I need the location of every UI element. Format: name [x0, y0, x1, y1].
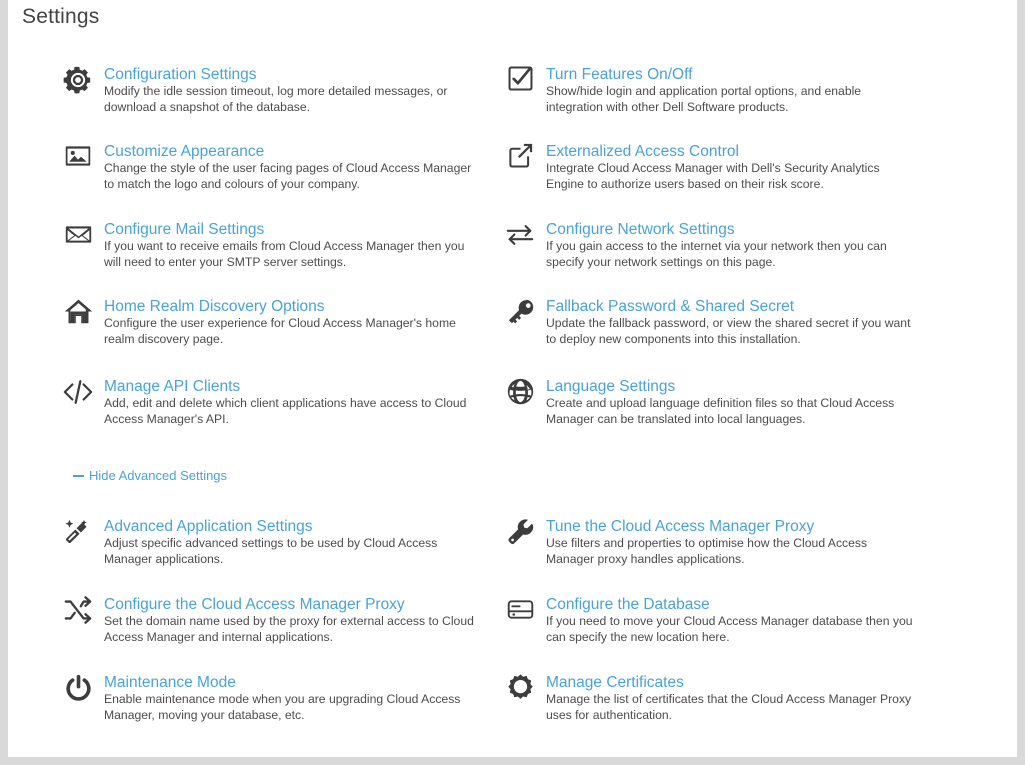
home-icon — [56, 297, 100, 341]
settings-item-link[interactable]: Maintenance Mode — [104, 674, 236, 691]
image-icon — [56, 142, 100, 186]
settings-item-link[interactable]: Tune the Cloud Access Manager Proxy — [546, 518, 815, 535]
settings-item-description: If you want to receive emails from Cloud Access Manager then you will need to enter your SMTP server settings. — [104, 239, 465, 269]
settings-item — [56, 65, 476, 115]
settings-item-link[interactable]: Configuration Settings — [104, 66, 257, 83]
settings-item-description: Change the style of the user facing pages of Cloud Access Manager to match the logo and colours of your company. — [104, 161, 472, 191]
settings-item-body — [546, 142, 918, 192]
magic-wand-icon — [56, 517, 100, 561]
settings-item — [56, 377, 476, 427]
settings-item-link[interactable]: Fallback Password & Shared Secret — [546, 298, 795, 315]
settings-item-description: Use filters and properties to optimise how the Cloud Access Manager proxy handles applications. — [546, 536, 868, 566]
settings-item — [56, 595, 476, 645]
settings-item-body — [104, 297, 476, 347]
settings-item-link[interactable]: Language Settings — [546, 378, 676, 395]
settings-item-body — [104, 65, 476, 115]
database-icon — [498, 595, 542, 639]
settings-item-description: Enable maintenance mode when you are upgrading Cloud Access Manager, moving your database, etc. — [104, 692, 461, 722]
settings-item-description: Update the fallback password, or view the shared secret if you want to deploy new components into this installation. — [546, 316, 911, 346]
gear-icon — [56, 65, 100, 109]
settings-item — [56, 673, 476, 723]
settings-item — [498, 377, 918, 427]
settings-item-link[interactable]: Advanced Application Settings — [104, 518, 313, 535]
settings-item-body — [104, 142, 476, 192]
globe-icon — [498, 377, 542, 421]
certificate-icon — [498, 673, 542, 717]
minus-icon — [73, 475, 84, 477]
settings-item — [498, 142, 918, 192]
checkbox-checked-icon — [498, 65, 542, 109]
settings-item — [56, 517, 476, 567]
page-title: Settings — [22, 5, 100, 28]
hide-advanced-settings-toggle[interactable] — [73, 468, 227, 483]
page-border-left — [0, 0, 8, 765]
settings-item-link[interactable]: Customize Appearance — [104, 143, 265, 160]
settings-item — [56, 220, 476, 270]
settings-item-description: Adjust specific advanced settings to be used by Cloud Access Manager applications. — [104, 536, 438, 566]
settings-item-body — [104, 377, 476, 427]
settings-content — [8, 40, 1017, 757]
settings-item-body — [104, 517, 476, 567]
power-icon — [56, 673, 100, 717]
settings-item — [498, 220, 918, 270]
settings-item-description: Manage the list of certificates that the Cloud Access Manager Proxy uses for authentication. — [546, 692, 912, 722]
settings-item-link[interactable]: Configure the Cloud Access Manager Proxy — [104, 596, 405, 613]
settings-item-body — [546, 517, 918, 567]
settings-item-description: Modify the idle session timeout, log more detailed messages, or download a snapshot of the database. — [104, 84, 448, 114]
settings-item-body — [546, 595, 918, 645]
page-border-bottom — [0, 757, 1025, 765]
settings-item — [56, 297, 476, 347]
settings-item-link[interactable]: Manage API Clients — [104, 378, 241, 395]
settings-item-link[interactable]: Externalized Access Control — [546, 143, 739, 160]
settings-item-description: Set the domain name used by the proxy for external access to Cloud Access Manager and internal applications. — [104, 614, 474, 644]
settings-item-body — [546, 65, 918, 115]
settings-item-link[interactable]: Configure the Database — [546, 596, 710, 613]
settings-item-body — [546, 377, 918, 427]
settings-item-body — [546, 297, 918, 347]
shuffle-arrows-icon — [56, 595, 100, 639]
settings-item — [498, 595, 918, 645]
settings-item-link[interactable]: Manage Certificates — [546, 674, 684, 691]
settings-item-body — [546, 220, 918, 270]
settings-item-description: If you need to move your Cloud Access Manager database then you can specify the new location here. — [546, 614, 913, 644]
exchange-arrows-icon — [498, 220, 542, 264]
settings-item-description: Create and upload language definition files so that Cloud Access Manager can be translated into local languages. — [546, 396, 895, 426]
settings-item — [498, 517, 918, 567]
settings-item — [498, 673, 918, 723]
code-brackets-icon — [56, 377, 100, 421]
hide-advanced-settings-label: Hide Advanced Settings — [89, 468, 228, 483]
settings-item-description: Show/hide login and application portal options, and enable integration with other Dell Software products. — [546, 84, 862, 114]
settings-item-body — [104, 595, 476, 645]
settings-item-description: Integrate Cloud Access Manager with Dell's Security Analytics Engine to authorize users based on their risk score. — [546, 161, 880, 191]
wrench-icon — [498, 517, 542, 561]
settings-item-description: If you gain access to the internet via your network then you can specify your network settings on this page. — [546, 239, 887, 269]
settings-item-link[interactable]: Turn Features On/Off — [546, 66, 693, 83]
settings-item — [498, 65, 918, 115]
settings-item-link[interactable]: Configure Mail Settings — [104, 221, 265, 238]
settings-item — [56, 142, 476, 192]
settings-item-description: Configure the user experience for Cloud Access Manager's home realm discovery page. — [104, 316, 456, 346]
envelope-icon — [56, 220, 100, 264]
settings-item — [498, 297, 918, 347]
settings-item-body — [104, 220, 476, 270]
settings-item-link[interactable]: Home Realm Discovery Options — [104, 298, 325, 315]
key-icon — [498, 297, 542, 341]
page-border-right — [1017, 0, 1025, 765]
settings-item-link[interactable]: Configure Network Settings — [546, 221, 735, 238]
settings-item-body — [104, 673, 476, 723]
settings-item-description: Add, edit and delete which client applications have access to Cloud Access Manager's API. — [104, 396, 467, 426]
external-link-icon — [498, 142, 542, 186]
settings-item-body — [546, 673, 918, 723]
